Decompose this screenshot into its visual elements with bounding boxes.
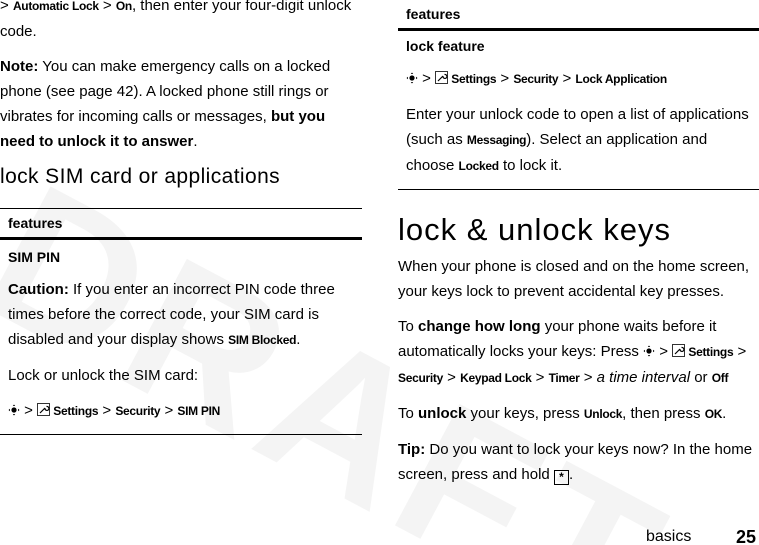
lock-sim-instruction: Lock or unlock the SIM card: — [8, 367, 199, 384]
features-table-sim — [0, 208, 362, 435]
tip-label: Tip: — [398, 441, 426, 458]
menu-settings: Settings — [451, 72, 497, 86]
lock-app-desc-text: to lock it. — [502, 157, 563, 174]
path-separator: > — [164, 402, 174, 419]
caution-label: Caution: — [8, 281, 69, 298]
path-separator: > — [659, 343, 669, 360]
path-separator: > — [447, 369, 456, 386]
caution-text: If you enter an incorrect PIN code three times before the correct code, your SIM card is disabled and your display shows — [8, 281, 335, 348]
section-heading-lock-sim: lock SIM card or applications — [0, 165, 281, 188]
feature-title-lock-feature: lock feature — [406, 38, 485, 54]
table-header: features — [398, 0, 759, 31]
menu-keypad-lock: Keypad Lock — [460, 371, 532, 385]
menu-timer: Timer — [548, 371, 580, 385]
settings-wrench-icon — [435, 67, 447, 79]
section-heading-lock-keys: lock & unlock keys — [398, 212, 671, 247]
nav-center-key-icon — [406, 67, 418, 79]
star-key-icon: * — [554, 470, 569, 485]
menu-locked: Locked — [458, 159, 499, 173]
path-separator: > — [562, 70, 572, 87]
unlock-emphasis: unlock — [418, 405, 467, 422]
lock-app-description — [406, 102, 751, 179]
change-lock-time-paragraph — [398, 314, 759, 391]
intro-tail-text: , then enter your four-digit unlock code. — [0, 0, 352, 40]
note-label: Note: — [0, 58, 39, 75]
softkey-ok: OK — [704, 407, 723, 421]
menu-off: Off — [711, 371, 729, 385]
page-number: 25 — [736, 527, 757, 545]
path-separator: > — [102, 402, 112, 419]
table-body — [0, 240, 362, 434]
path-separator: > — [102, 0, 112, 14]
text-to: To — [398, 405, 414, 422]
path-separator: > — [535, 369, 545, 386]
menu-sim-pin: SIM PIN — [177, 404, 220, 418]
change-how-long-emphasis: change how long — [418, 318, 541, 335]
menu-settings: Settings — [53, 404, 99, 418]
text-or: or — [694, 369, 708, 386]
text-to: To — [398, 318, 414, 335]
menu-automatic-lock: Automatic Lock — [12, 0, 99, 13]
right-column — [398, 0, 759, 487]
change-lock-time-text: your phone waits before it automatically locks your keys: Press — [398, 318, 717, 360]
intro-paragraph — [0, 0, 362, 44]
tip-period: . — [568, 466, 574, 483]
features-table-lock — [398, 0, 759, 190]
note-paragraph — [0, 54, 362, 154]
path-separator: > — [583, 369, 593, 386]
footer-section-label: basics — [646, 528, 692, 545]
menu-security: Security — [513, 72, 559, 86]
path-separator: > — [0, 0, 9, 14]
nav-center-key-icon — [8, 399, 20, 411]
settings-wrench-icon — [37, 399, 49, 411]
caution-paragraph — [8, 277, 354, 353]
caution-period: . — [296, 331, 301, 348]
lock-app-desc-text: ). Select an application and choose — [406, 131, 708, 174]
unlock-keys-paragraph — [398, 401, 759, 427]
menu-lock-application: Lock Application — [575, 72, 667, 86]
path-separator: > — [737, 343, 747, 360]
path-separator: > — [500, 70, 510, 87]
screen-text-sim-blocked: SIM Blocked — [228, 333, 297, 347]
nav-center-key-icon — [643, 340, 655, 352]
softkey-unlock: Unlock — [583, 407, 623, 421]
lock-app-desc-text: Enter your unlock code to open a list of applications (such as — [406, 106, 749, 148]
sim-pin-path — [8, 398, 354, 424]
tip-paragraph — [398, 437, 759, 487]
note-emphasis: but you need to unlock it to answer — [0, 108, 326, 150]
feature-title-sim-pin: SIM PIN — [8, 249, 61, 265]
menu-on: On — [115, 0, 132, 13]
path-separator: > — [24, 402, 33, 419]
keys-intro-paragraph: When your phone is closed and on the home screen, your keys lock to prevent accidental key presses. — [398, 258, 750, 300]
tip-text: Do you want to lock your keys now? In the home screen, press and hold — [398, 441, 753, 483]
settings-wrench-icon — [672, 340, 684, 352]
unlock-text: your keys, press — [470, 405, 580, 422]
left-column — [0, 0, 362, 435]
table-body — [398, 31, 759, 189]
path-separator: > — [422, 70, 431, 87]
menu-messaging: Messaging — [466, 133, 527, 147]
note-text: You can make emergency calls on a locked phone (see page 42). A locked phone still rings or vibrates for incoming calls or messages, — [0, 58, 331, 125]
menu-settings: Settings — [688, 345, 734, 359]
table-header: features — [0, 209, 362, 240]
note-period: . — [193, 133, 198, 150]
menu-security: Security — [115, 404, 161, 418]
menu-security: Security — [398, 371, 443, 385]
lock-app-path — [406, 66, 751, 92]
time-interval-placeholder: a time interval — [596, 369, 691, 386]
unlock-text: , then press — [622, 405, 701, 422]
unlock-period: . — [722, 405, 727, 422]
